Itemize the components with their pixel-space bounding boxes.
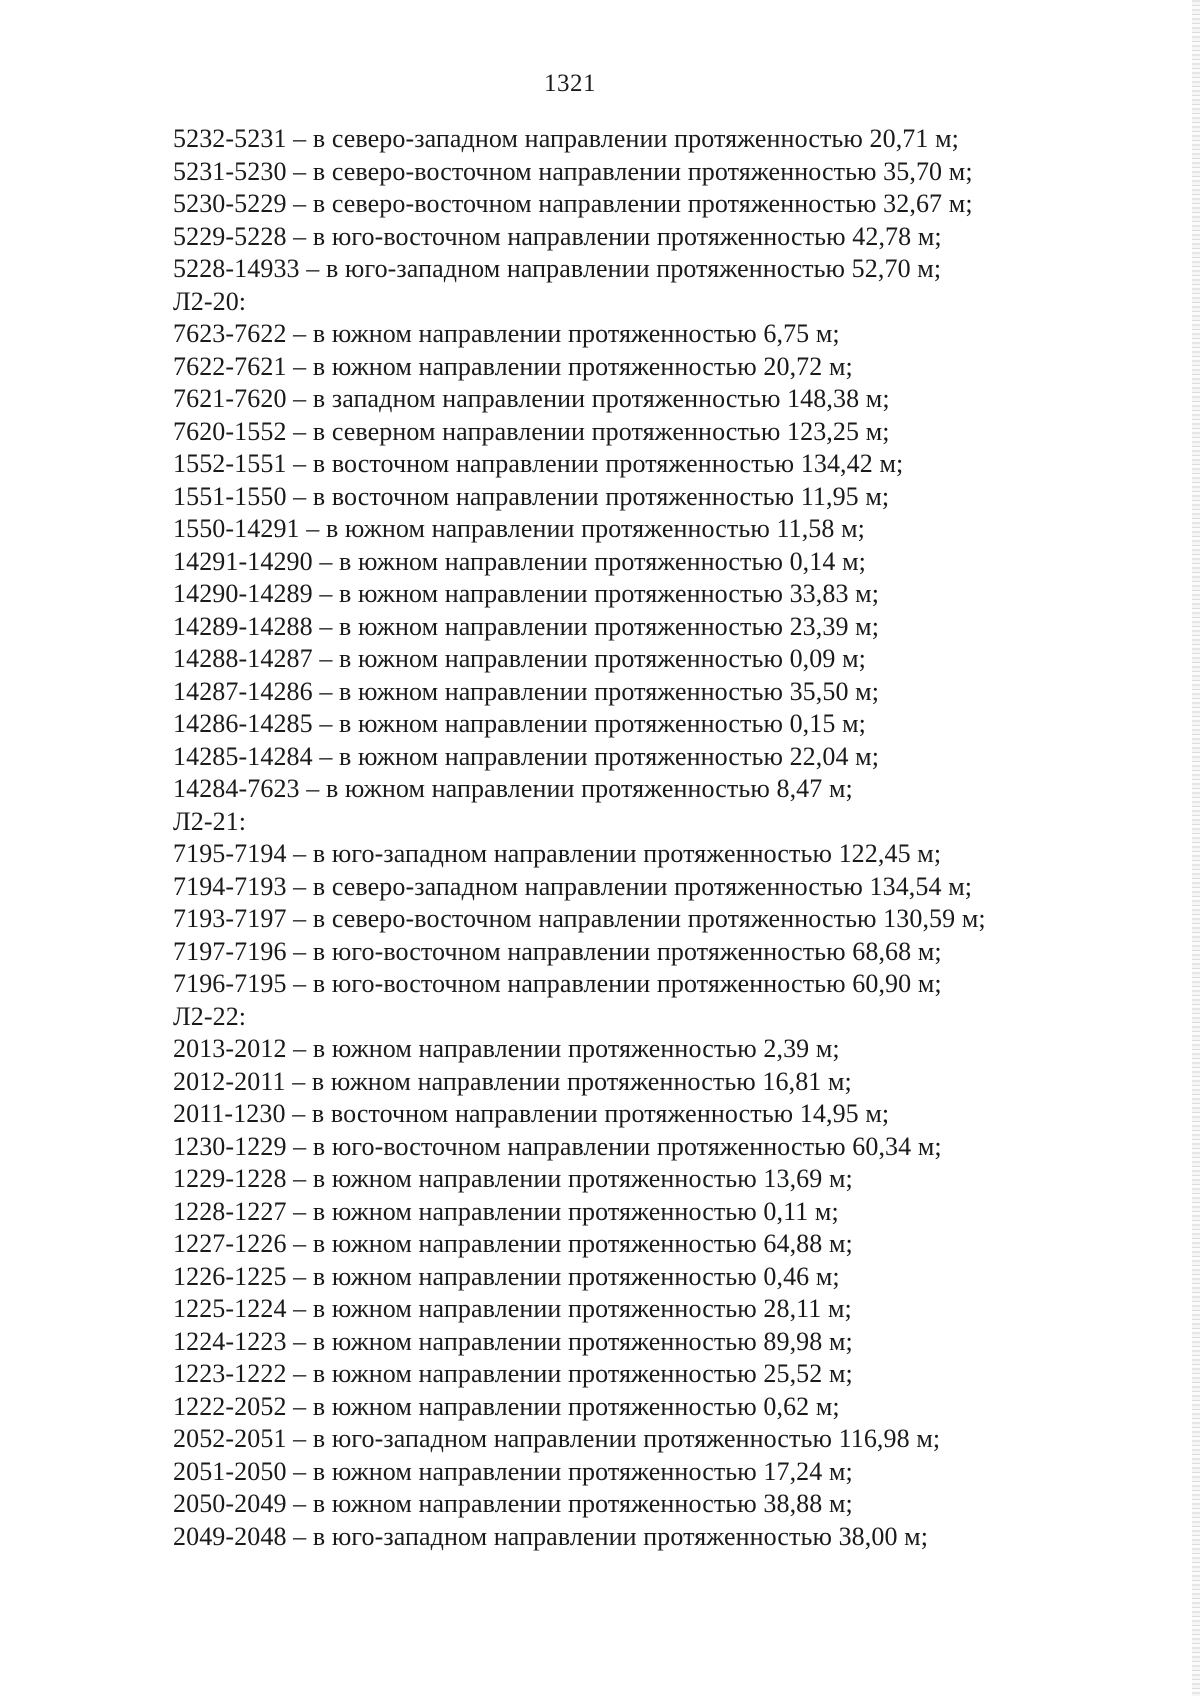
text-line: 1550-14291 – в южном направлении протяженностью 11,58 м; (173, 514, 865, 543)
document-body (173, 123, 1073, 1553)
text-line: 5230-5229 – в северо-восточном направлении протяженностью 32,67 м; (173, 189, 973, 218)
text-line: 2050-2049 – в южном направлении протяженностью 38,88 м; (173, 1489, 853, 1518)
text-line: 2013-2012 – в южном направлении протяженностью 2,39 м; (173, 1034, 840, 1063)
text-line: 7195-7194 – в юго-западном направлении протяженностью 122,45 м; (173, 839, 942, 868)
text-line: 1229-1228 – в южном направлении протяженностью 13,69 м; (173, 1164, 853, 1193)
text-line: 2049-2048 – в юго-западном направлении протяженностью 38,00 м; (173, 1521, 929, 1551)
text-line: 1223-1222 – в южном направлении протяженностью 25,52 м; (173, 1359, 853, 1388)
text-line: 2011-1230 – в восточном направлении протяженностью 14,95 м; (173, 1099, 890, 1128)
text-line: 5228-14933 – в юго-западном направлении протяженностью 52,70 м; (173, 254, 942, 283)
text-line: 7623-7622 – в южном направлении протяженностью 6,75 м; (173, 319, 840, 348)
text-line: 7194-7193 – в северо-западном направлении протяженностью 134,54 м; (173, 871, 973, 901)
text-line: 14286-14285 – в южном направлении протяженностью 0,15 м; (173, 709, 866, 738)
text-line: 7621-7620 – в западном направлении протяженностью 148,38 м; (173, 384, 890, 413)
text-line: 7197-7196 – в юго-восточном направлении протяженностью 68,68 м; (173, 936, 942, 966)
text-line: 1225-1224 – в южном направлении протяженностью 28,11 м; (173, 1294, 852, 1323)
text-line: 7196-7195 – в юго-восточном направлении протяженностью 60,90 м; (173, 969, 942, 998)
text-line: 1552-1551 – в восточном направлении протяженностью 134,42 м; (173, 449, 904, 478)
text-line: 1551-1550 – в восточном направлении протяженностью 11,95 м; (173, 481, 890, 511)
text-line: 7193-7197 – в северо-восточном направлении протяженностью 130,59 м; (173, 904, 986, 933)
text-line: 5231-5230 – в северо-восточном направлении протяженностью 35,70 м; (173, 156, 973, 186)
text-line: 1224-1223 – в южном направлении протяженностью 89,98 м; (173, 1326, 853, 1356)
section-heading: Л2-20: (173, 286, 247, 316)
text-line: 1230-1229 – в юго-восточном направлении протяженностью 60,34 м; (173, 1131, 942, 1161)
text-line: 14288-14287 – в южном направлении протяженностью 0,09 м; (173, 644, 866, 673)
text-line: 14290-14289 – в южном направлении протяженностью 33,83 м; (173, 579, 880, 608)
text-line: 2052-2051 – в юго-западном направлении протяженностью 116,98 м; (173, 1424, 941, 1453)
text-line: 14285-14284 – в южном направлении протяженностью 22,04 м; (173, 741, 880, 771)
text-line: 2051-2050 – в южном направлении протяженностью 17,24 м; (173, 1456, 853, 1486)
text-line: 1222-2052 – в южном направлении протяженностью 0,62 м; (173, 1391, 840, 1421)
text-line: 14284-7623 – в южном направлении протяженностью 8,47 м; (173, 774, 853, 803)
text-line: 7622-7621 – в южном направлении протяженностью 20,72 м; (173, 351, 853, 381)
text-line: 1228-1227 – в южном направлении протяженностью 0,11 м; (173, 1196, 839, 1226)
text-line: 1227-1226 – в южном направлении протяженностью 64,88 м; (173, 1229, 853, 1258)
text-line: 14291-14290 – в южном направлении протяженностью 0,14 м; (173, 546, 866, 576)
text-line: 14287-14286 – в южном направлении протяженностью 35,50 м; (173, 676, 880, 706)
text-line: 5229-5228 – в юго-восточном направлении протяженностью 42,78 м; (173, 221, 942, 251)
scan-edge (1192, 0, 1200, 1696)
text-line: 2012-2011 – в южном направлении протяженностью 16,81 м; (173, 1066, 852, 1096)
page-number: 1321 (544, 70, 596, 97)
text-line: 7620-1552 – в северном направлении протяженностью 123,25 м; (173, 416, 890, 446)
section-heading: Л2-22: (173, 1001, 247, 1031)
text-line: 1226-1225 – в южном направлении протяженностью 0,46 м; (173, 1261, 840, 1291)
text-line: 14289-14288 – в южном направлении протяженностью 23,39 м; (173, 611, 880, 641)
text-line: 5232-5231 – в северо-западном направлении протяженностью 20,71 м; (173, 124, 959, 153)
section-heading: Л2-21: (173, 806, 247, 836)
